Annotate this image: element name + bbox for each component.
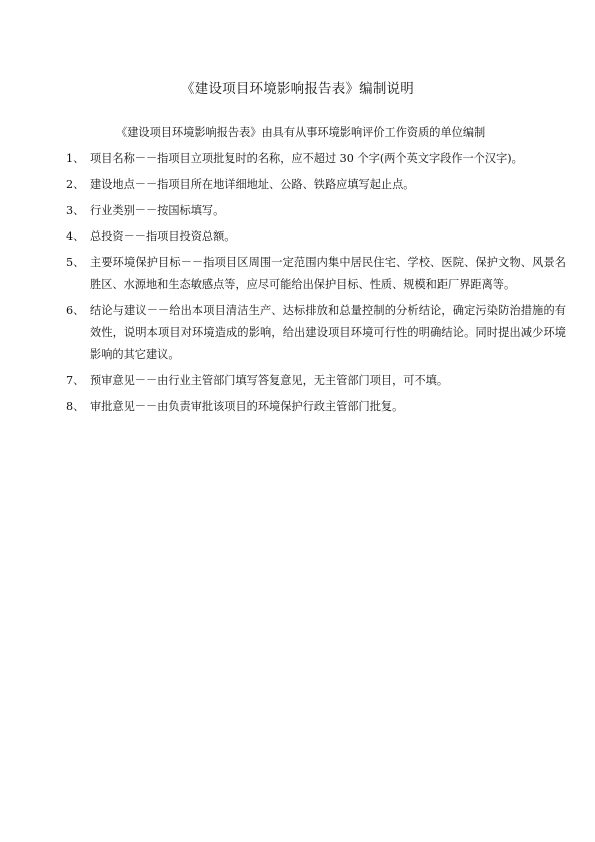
list-item xyxy=(66,226,566,248)
item-text: 建设地点－－指项目所在地详细地址、公路、铁路应填写起止点。 xyxy=(90,178,415,191)
item-number: 5、 xyxy=(66,256,85,269)
intro-paragraph: 《建设项目环境影响报告表》由具有从事环境影响评价工作资质的单位编制 xyxy=(116,126,486,139)
list-item xyxy=(66,174,566,196)
item-text: 项目名称－－指项目立项批复时的名称，应不超过 30 个字(两个英文字段作一个汉字)。 xyxy=(90,152,523,165)
list-item xyxy=(66,396,566,418)
item-text: 主要环境保护目标－－指项目区周围一定范围内集中居民住宅、学校、医院、保护文物、风景名胜区、水源地和生态敏感点等，应尽可能给出保护目标、性质、规模和距厂界距离等。 xyxy=(90,256,566,291)
list-item xyxy=(66,252,566,296)
item-number: 1、 xyxy=(66,152,85,165)
instructions-list xyxy=(66,148,566,422)
item-text: 预审意见－－由行业主管部门填写答复意见，无主管部门项目，可不填。 xyxy=(90,374,449,387)
list-item xyxy=(66,370,566,392)
list-item xyxy=(66,200,566,222)
item-text: 行业类别－－按国标填写。 xyxy=(90,204,225,217)
item-number: 2、 xyxy=(66,178,85,191)
item-number: 4、 xyxy=(66,230,85,243)
item-text: 结论与建议－－给出本项目清洁生产、达标排放和总量控制的分析结论，确定污染防治措施的有效性，说明本项目对环境造成的影响，给出建设项目环境可行性的明确结论。同时提出减少环境影响的其它建议。 xyxy=(90,304,566,361)
list-item xyxy=(66,148,566,170)
item-number: 6、 xyxy=(66,304,85,317)
document-title: 《建设项目环境影响报告表》编制说明 xyxy=(181,81,414,97)
item-number: 3、 xyxy=(66,204,85,217)
item-number: 7、 xyxy=(66,374,85,387)
item-number: 8、 xyxy=(66,400,85,413)
item-text: 审批意见－－由负责审批该项目的环境保护行政主管部门批复。 xyxy=(90,400,404,413)
item-text: 总投资－－指项目投资总额。 xyxy=(90,230,236,243)
list-item xyxy=(66,300,566,366)
